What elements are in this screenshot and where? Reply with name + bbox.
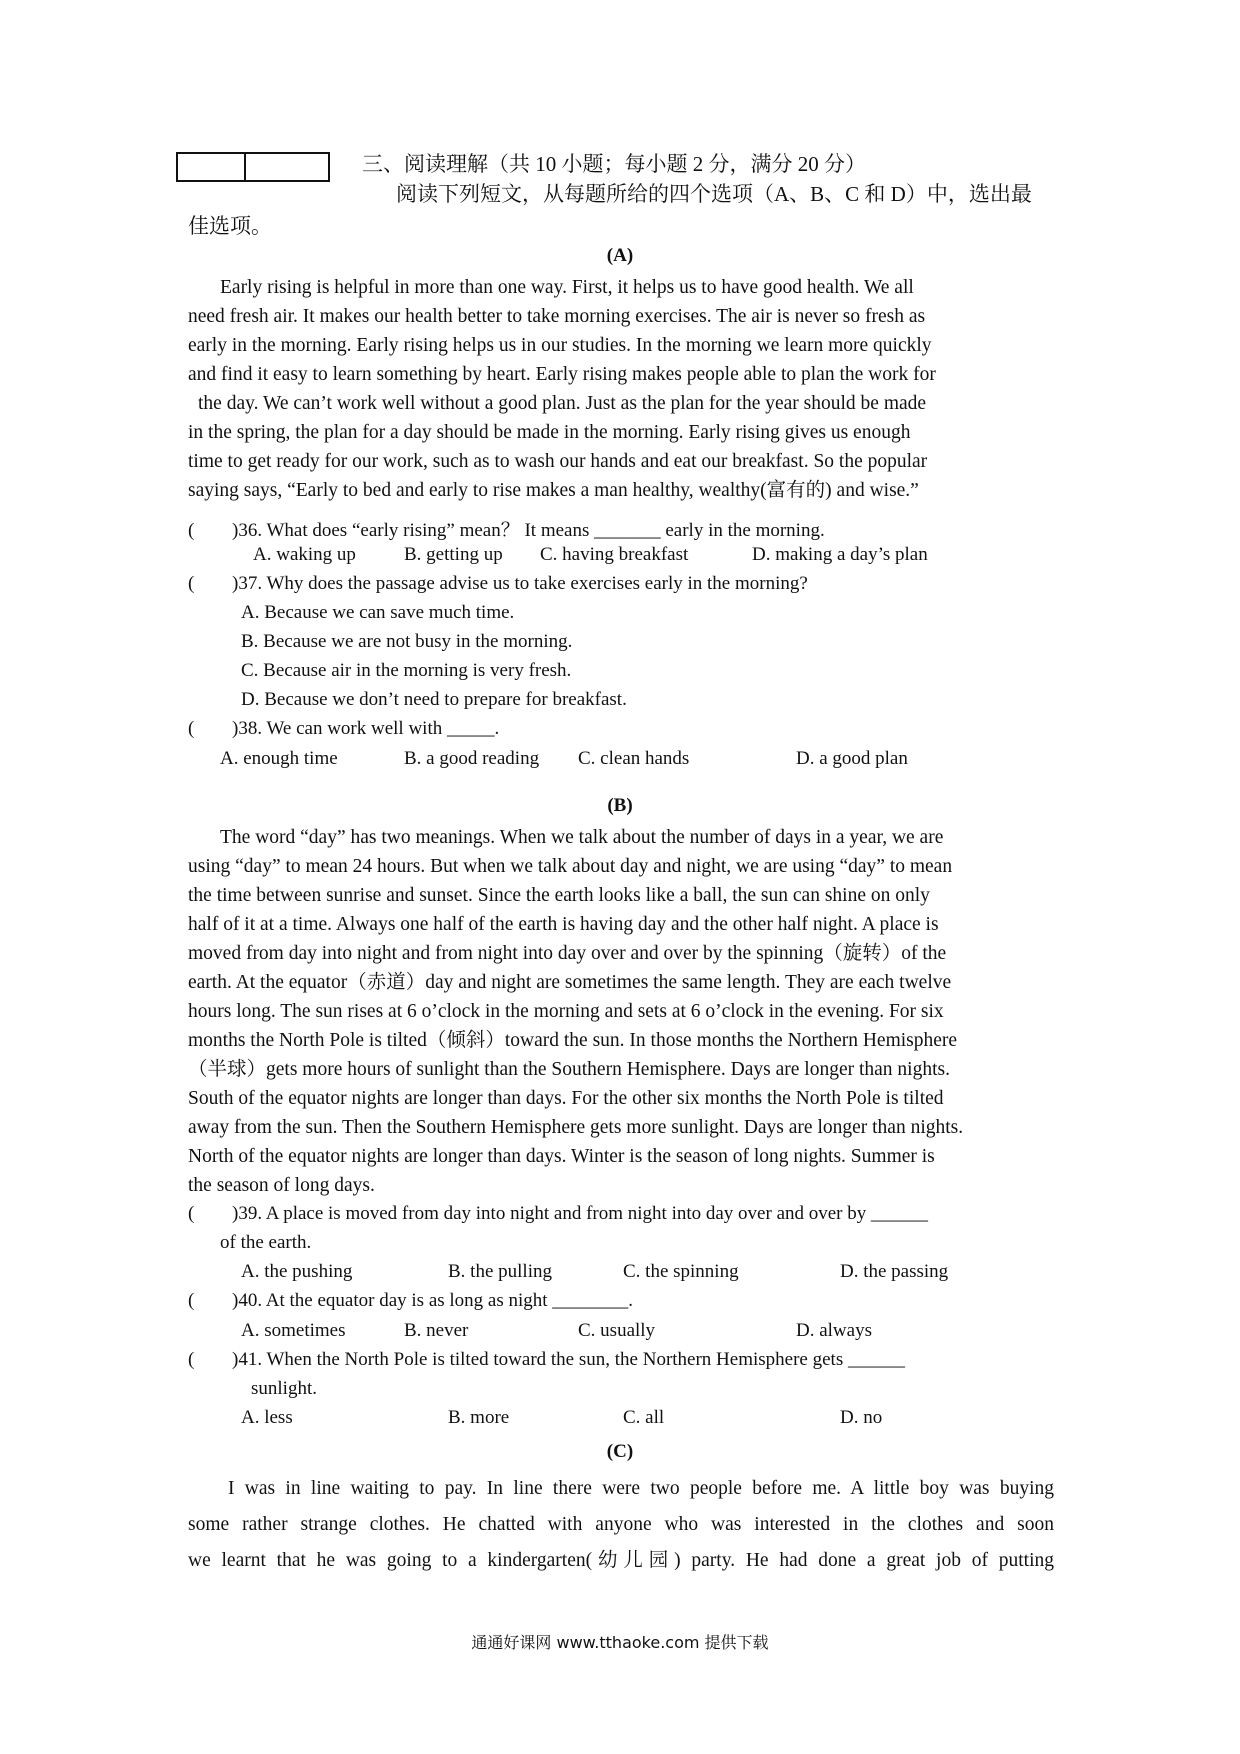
text-line: the day. We can’t work well without a good plan. Just as the plan for the year should be made — [198, 393, 927, 414]
option-d[interactable]: D. a good plan — [796, 748, 908, 769]
option-d[interactable]: D. the passing — [840, 1261, 949, 1282]
text-line: Early rising is helpful in more than one way. First, it helps us to have good health. We all — [220, 277, 914, 298]
answer-paren[interactable]: ( — [188, 718, 195, 739]
passage-a-label: (A) — [606, 245, 634, 266]
answer-paren[interactable]: ( — [188, 573, 195, 594]
option-a[interactable]: A. Because we can save much time. — [241, 602, 515, 623]
option-c[interactable]: C. the spinning — [623, 1261, 739, 1282]
text-line: time to get ready for our work, such as to wash our hands and eat our breakfast. So the popular — [188, 451, 928, 472]
section-instruction-cont: 佳选项。 — [188, 214, 272, 238]
score-box-cell — [178, 154, 246, 180]
question-41 — [188, 1349, 905, 1371]
question-text: )41. When the North Pole is tilted toward the sun, the Northern Hemisphere gets ______ — [232, 1349, 905, 1370]
section-title: 三、阅读理解（共 10 小题；每小题 2 分，满分 20 分） — [362, 152, 866, 176]
option-d[interactable]: D. always — [796, 1320, 872, 1341]
passage-a-text — [188, 273, 1068, 505]
passage-c-label: (C) — [606, 1441, 634, 1462]
option-a[interactable]: A. enough time — [220, 748, 338, 769]
option-b[interactable]: B. never — [404, 1320, 469, 1341]
question-text: )39. A place is moved from day into night and from night into day over and over by ______ — [232, 1203, 929, 1224]
option-b[interactable]: B. Because we are not busy in the morning. — [241, 631, 573, 652]
option-c[interactable]: C. Because air in the morning is very fresh. — [241, 660, 572, 681]
question-text: )40. At the equator day is as long as night ________. — [232, 1290, 634, 1311]
score-box-cell — [246, 154, 328, 180]
text-line: away from the sun. Then the Southern Hemisphere gets more sunlight. Days are longer than nights. — [188, 1117, 964, 1138]
text-line: using “day” to mean 24 hours. But when we talk about day and night, we are using “day” to mean — [188, 856, 953, 877]
text-line: The word “day” has two meanings. When we talk about the number of days in a year, we are — [220, 827, 944, 848]
question-text-cont: sunlight. — [251, 1378, 317, 1399]
text-line: months the North Pole is tilted（倾斜）toward the sun. In those months the Northern Hemisphere — [188, 1030, 958, 1051]
option-a[interactable]: A. the pushing — [241, 1261, 353, 1282]
option-d[interactable]: D. making a day’s plan — [752, 544, 928, 565]
question-text: )37. Why does the passage advise us to take exercises early in the morning? — [232, 573, 808, 594]
question-38 — [188, 718, 499, 740]
text-line: I was in line waiting to pay. In line there were two people before me. A little boy was buying — [228, 1478, 1054, 1499]
question-text: )36. What does “early rising” mean？ It means _______ early in the morning. — [232, 520, 825, 541]
passage-c-text — [188, 1471, 1054, 1579]
passage-b-label: (B) — [607, 795, 633, 816]
text-line: earth. At the equator（赤道）day and night are sometimes the same length. They are each twelve — [188, 972, 952, 993]
text-line: North of the equator nights are longer than days. Winter is the season of long nights. Summer is — [188, 1146, 935, 1167]
text-line: we learnt that he was going to a kindergarten(幼儿园) party. He had done a great job of putting — [188, 1550, 1054, 1571]
text-line: early in the morning. Early rising helps us in our studies. In the morning we learn more quickly — [188, 335, 932, 356]
option-b[interactable]: B. a good reading — [404, 748, 540, 769]
option-b[interactable]: B. getting up — [404, 544, 503, 565]
text-line: moved from day into night and from night into day over and over by the spinning（旋转）of the — [188, 943, 947, 964]
option-a[interactable]: A. waking up — [253, 544, 356, 565]
option-d[interactable]: D. Because we don’t need to prepare for breakfast. — [241, 689, 627, 710]
page-footer: 通通好课网 www.tthaoke.com 提供下载 — [471, 1633, 769, 1652]
text-line: and find it easy to learn something by heart. Early rising makes people able to plan the work for — [188, 364, 936, 385]
text-line: half of it at a time. Always one half of the earth is having day and the other half night. A place is — [188, 914, 939, 935]
passage-b-text — [188, 823, 1068, 1200]
option-c[interactable]: C. usually — [578, 1320, 656, 1341]
question-text: )38. We can work well with _____. — [232, 718, 500, 739]
option-a[interactable]: A. sometimes — [241, 1320, 346, 1341]
text-line: need fresh air. It makes our health better to take morning exercises. The air is never so fresh as — [188, 306, 926, 327]
option-b[interactable]: B. more — [448, 1407, 510, 1428]
score-box — [176, 152, 330, 182]
text-line: （半球）gets more hours of sunlight than the Southern Hemisphere. Days are longer than nights. — [188, 1059, 950, 1080]
question-36 — [188, 515, 825, 542]
question-text-cont: of the earth. — [220, 1232, 312, 1253]
text-line: some rather strange clothes. He chatted with anyone who was interested in the clothes and soon — [188, 1514, 1054, 1535]
option-b[interactable]: B. the pulling — [448, 1261, 552, 1282]
question-39 — [188, 1203, 928, 1225]
option-d[interactable]: D. no — [840, 1407, 883, 1428]
question-37 — [188, 573, 808, 595]
option-a[interactable]: A. less — [241, 1407, 293, 1428]
text-line: South of the equator nights are longer than days. For the other six months the North Pole is tilted — [188, 1088, 944, 1109]
option-c[interactable]: C. having breakfast — [540, 544, 689, 565]
text-line: the season of long days. — [188, 1175, 375, 1196]
answer-paren[interactable]: ( — [188, 1203, 195, 1224]
text-line: hours long. The sun rises at 6 o’clock in the morning and sets at 6 o’clock in the evening. For six — [188, 1001, 944, 1022]
option-c[interactable]: C. all — [623, 1407, 665, 1428]
answer-paren[interactable]: ( — [188, 1290, 195, 1311]
option-c[interactable]: C. clean hands — [578, 748, 690, 769]
answer-paren[interactable]: ( — [188, 520, 195, 541]
text-line: the time between sunrise and sunset. Since the earth looks like a ball, the sun can shine on only — [188, 885, 930, 906]
section-instruction: 阅读下列短文，从每题所给的四个选项（A、B、C 和 D）中，选出最 — [396, 182, 1032, 206]
question-40 — [188, 1290, 633, 1312]
text-line: in the spring, the plan for a day should be made in the morning. Early rising gives us enough — [188, 422, 911, 443]
text-line: saying says, “Early to bed and early to rise makes a man healthy, wealthy(富有的) and wise.” — [188, 480, 919, 501]
answer-paren[interactable]: ( — [188, 1349, 195, 1370]
